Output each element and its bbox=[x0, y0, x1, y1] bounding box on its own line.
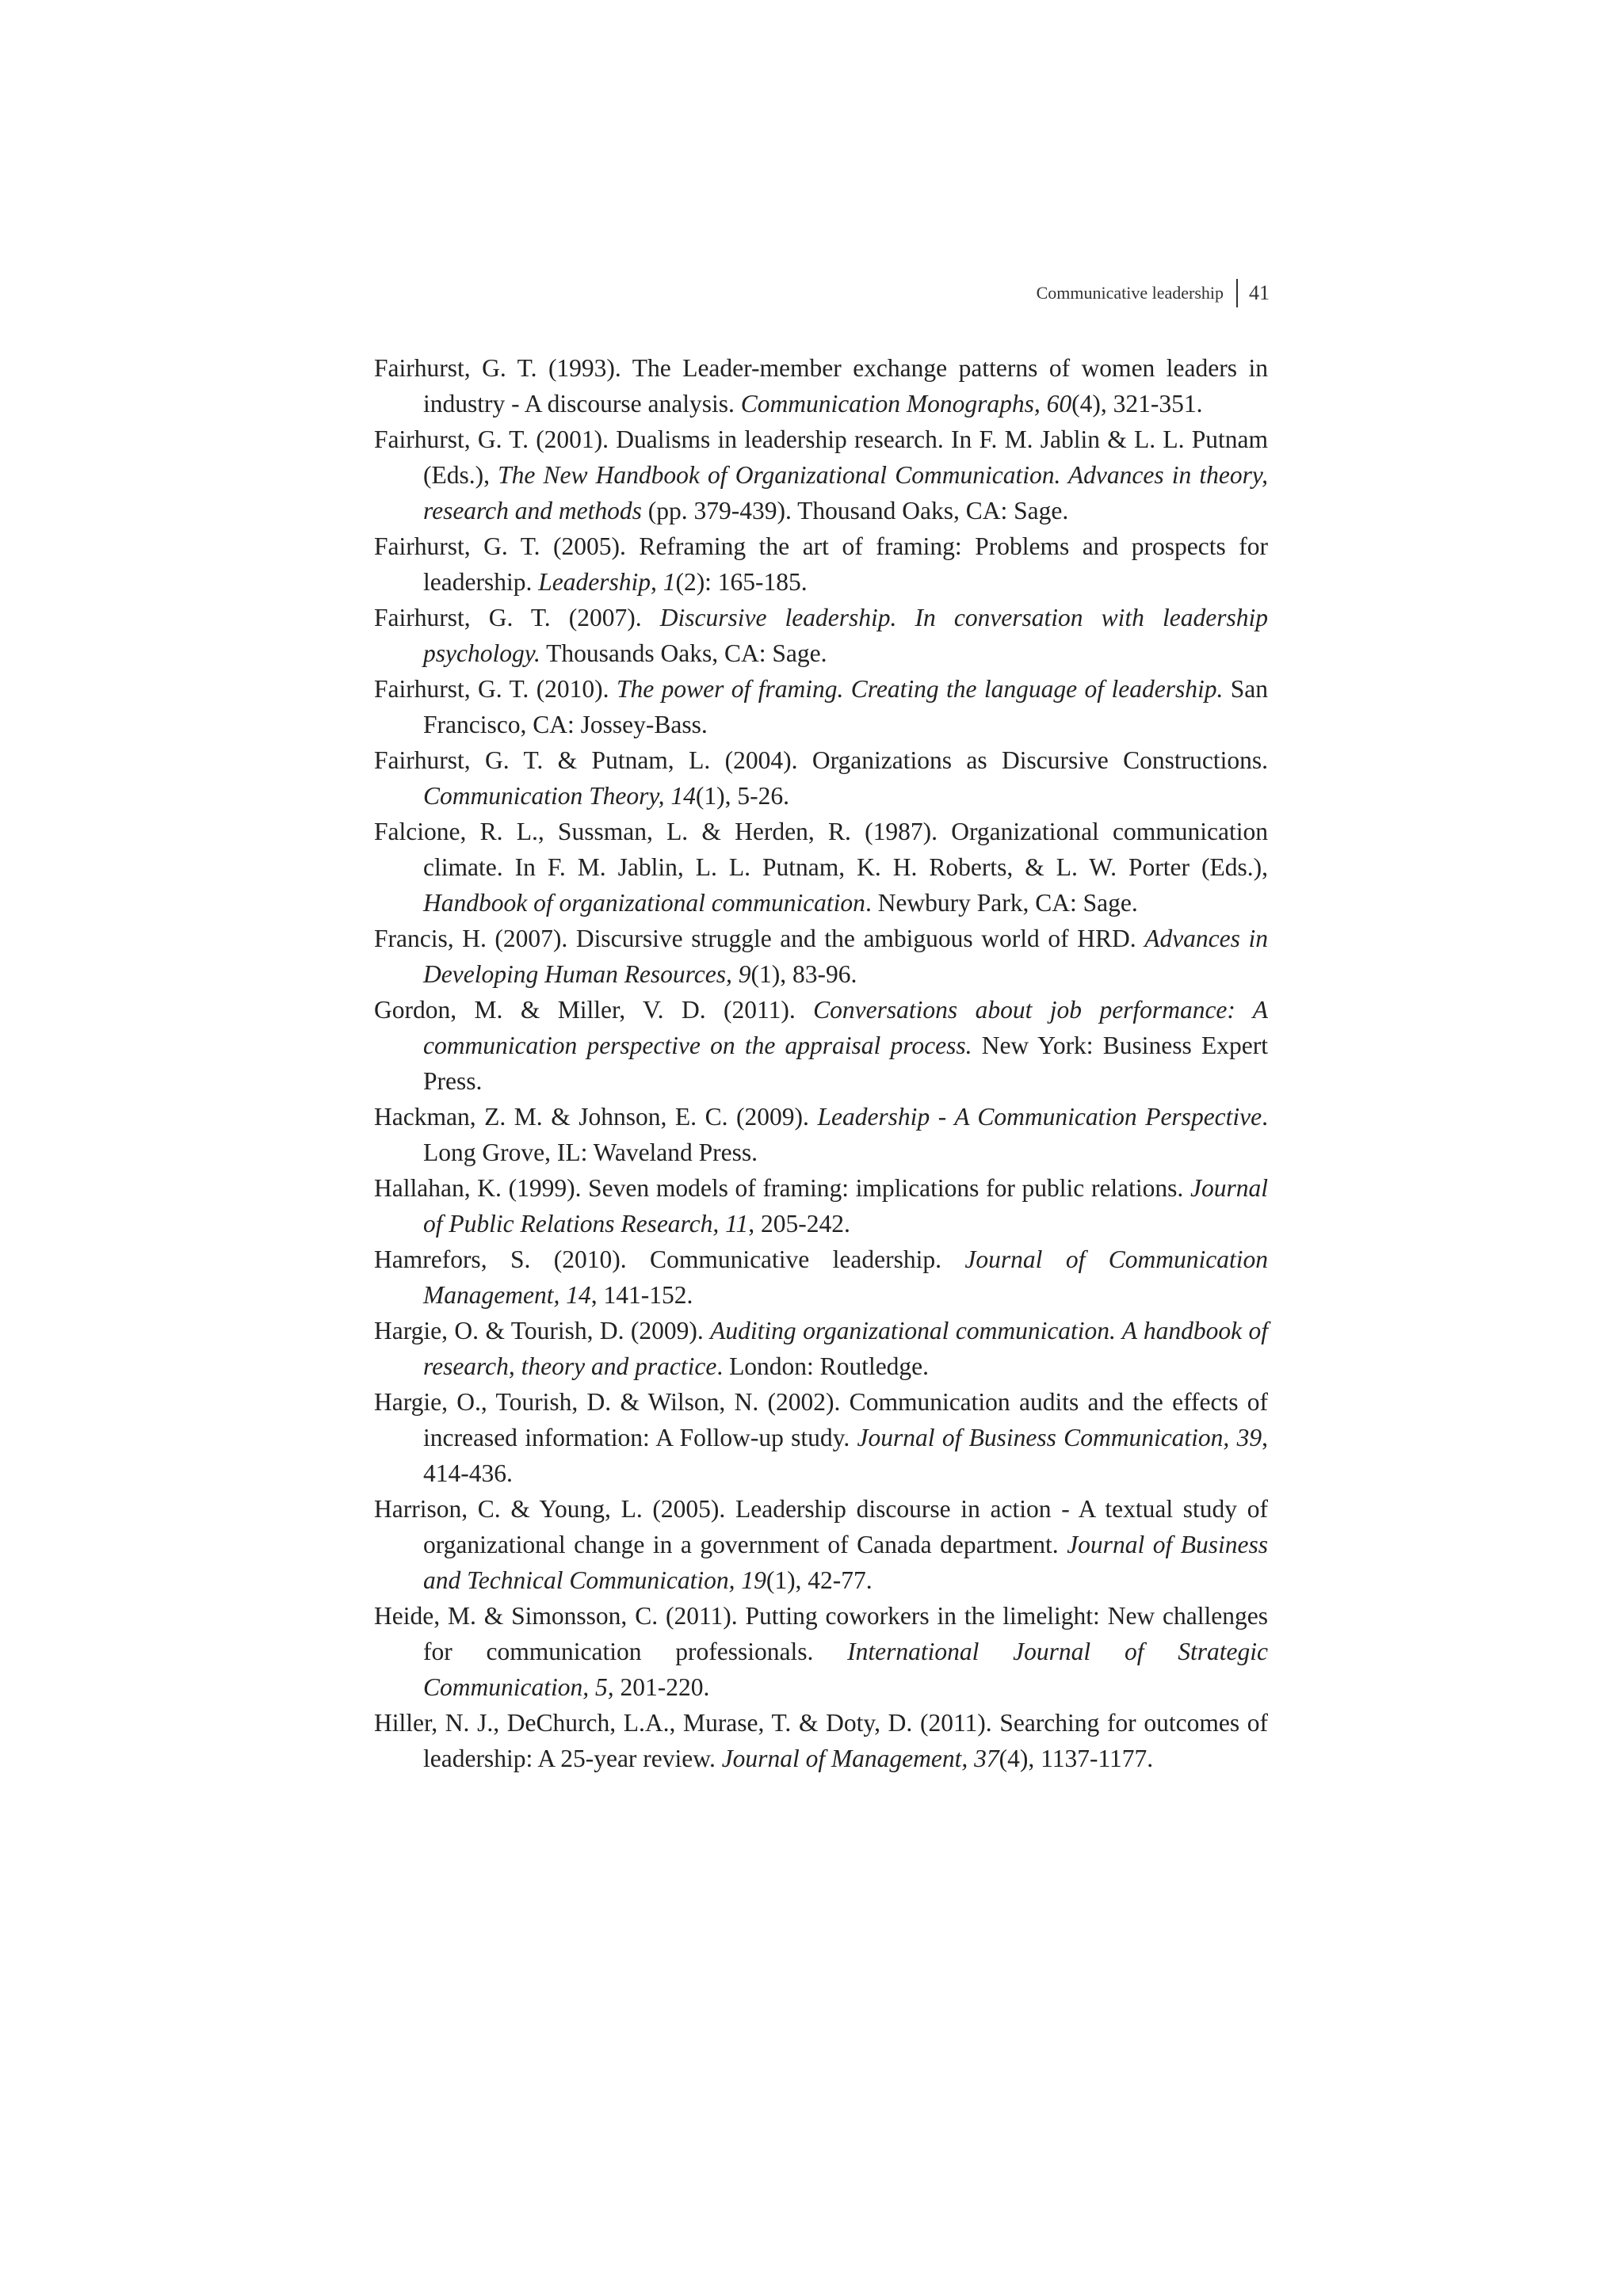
reference-text: (4), 321-351. bbox=[1071, 390, 1203, 418]
reference-text: Fairhurst, G. T. & Putnam, L. (2004). Organizations as Discursive Constructions. bbox=[374, 746, 1268, 774]
reference-text: (4), 1137-1177. bbox=[999, 1745, 1154, 1772]
reference-source-title: Communication Theory, 14 bbox=[423, 782, 696, 810]
reference-source-title: International Journal of Strategic Communication, 5, bbox=[423, 1638, 1268, 1701]
reference-text: Hiller, N. J., DeChurch, L.A., Murase, T. & Doty, D. (2011). Searching for outcomes of leadership: A 25-year review. bbox=[374, 1709, 1268, 1772]
reference-source-title: The power of framing. Creating the language of leadership. bbox=[616, 675, 1224, 703]
reference-entry bbox=[374, 1384, 1268, 1491]
reference-text: Hargie, O. & Tourish, D. (2009). bbox=[374, 1317, 711, 1344]
reference-entry bbox=[374, 1705, 1268, 1776]
reference-source-title: Communication Monographs, 60 bbox=[740, 390, 1072, 418]
reference-source-title: Handbook of organizational communication bbox=[423, 889, 865, 917]
reference-source-title: Journal of Management, 37 bbox=[721, 1745, 999, 1772]
reference-text: Fairhurst, G. T. (2001). Dualisms in leadership research. In F. M. Jablin & L. L. Putnam (Eds.), bbox=[374, 425, 1268, 489]
running-title: Communicative leadership bbox=[1036, 283, 1224, 303]
reference-text: Hallahan, K. (1999). Seven models of framing: implications for public relations. bbox=[374, 1174, 1190, 1202]
reference-entry bbox=[374, 1491, 1268, 1598]
reference-source-title: Leadership, 1 bbox=[538, 568, 676, 596]
reference-entry bbox=[374, 1313, 1268, 1384]
reference-text: (1), 83-96. bbox=[750, 960, 857, 988]
reference-text: Fairhurst, G. T. (2010). bbox=[374, 675, 617, 703]
header-divider bbox=[1236, 279, 1238, 307]
reference-source-title: Journal of Business Communication, 39 bbox=[857, 1424, 1262, 1451]
reference-entry bbox=[374, 1099, 1268, 1170]
reference-text: Heide, M. & Simonsson, C. (2011). Putting coworkers in the limelight: New challenges for communication professionals. bbox=[374, 1602, 1268, 1665]
reference-text: (1), 42-77. bbox=[766, 1566, 873, 1594]
reference-source-title: Discursive leadership. In conversation with leadership psychology. bbox=[423, 604, 1269, 667]
reference-text: Fairhurst, G. T. (1993). The Leader-member exchange patterns of women leaders in industry - A discourse analysis. bbox=[374, 354, 1268, 418]
reference-text: Gordon, M. & Miller, V. D. (2011). bbox=[374, 996, 814, 1024]
page-number: 41 bbox=[1249, 281, 1270, 304]
reference-entry bbox=[374, 742, 1268, 814]
reference-entry bbox=[374, 528, 1268, 600]
reference-text: . Long Grove, IL: Waveland Press. bbox=[423, 1103, 1268, 1166]
reference-entry bbox=[374, 600, 1268, 671]
reference-text: . London: Routledge. bbox=[716, 1352, 930, 1380]
reference-text: New York: Business Expert Press. bbox=[423, 1032, 1268, 1095]
reference-text: Francis, H. (2007). Discursive struggle and the ambiguous world of HRD. bbox=[374, 925, 1145, 952]
reference-text: Fairhurst, G. T. (2007). bbox=[374, 604, 660, 631]
reference-text: Falcione, R. L., Sussman, L. & Herden, R. (1987). Organizational communication climate. In F. M. Jablin, L. L. Putnam, K. H. Roberts, & L. W. Porter (Eds.), bbox=[374, 818, 1268, 881]
reference-text: , 205-242. bbox=[748, 1210, 850, 1238]
reference-text: (2): 165-185. bbox=[675, 568, 808, 596]
reference-source-title: The New Handbook of Organizational Communication. Advances in theory, research and methods bbox=[423, 461, 1268, 524]
reference-entry bbox=[374, 992, 1268, 1099]
reference-text: Hargie, O., Tourish, D. & Wilson, N. (2002). Communication audits and the effects of increased information: A Follow-up study. bbox=[374, 1388, 1268, 1451]
reference-source-title: Conversations about job performance: A communication perspective on the appraisal process. bbox=[423, 996, 1268, 1059]
reference-entry bbox=[374, 814, 1268, 921]
reference-entry bbox=[374, 921, 1268, 992]
reference-entry bbox=[374, 671, 1268, 742]
reference-text: Fairhurst, G. T. (2005). Reframing the art of framing: Problems and prospects for leadership. bbox=[374, 532, 1268, 596]
reference-text: San Francisco, CA: Jossey-Bass. bbox=[423, 675, 1269, 738]
reference-source-title: Auditing organizational communication. A handbook of research, theory and practice bbox=[423, 1317, 1268, 1380]
reference-source-title: Leadership - A Communication Perspective bbox=[817, 1103, 1262, 1131]
reference-entry bbox=[374, 1241, 1268, 1313]
reference-text: . Newbury Park, CA: Sage. bbox=[865, 889, 1138, 917]
reference-text: Harrison, C. & Young, L. (2005). Leadership discourse in action - A textual study of organizational change in a government of Canada department. bbox=[374, 1495, 1268, 1558]
reference-list bbox=[374, 350, 1268, 1776]
reference-entry bbox=[374, 1598, 1268, 1705]
reference-source-title: Journal of Business and Technical Communication, 19 bbox=[423, 1531, 1268, 1594]
reference-entry bbox=[374, 1170, 1268, 1241]
reference-source-title: Advances in Developing Human Resources, 9 bbox=[423, 925, 1268, 988]
reference-source-title: Journal of Public Relations Research, 11 bbox=[423, 1174, 1268, 1238]
reference-entry bbox=[374, 350, 1268, 421]
reference-text: (pp. 379-439). Thousand Oaks, CA: Sage. bbox=[641, 497, 1069, 524]
reference-text: Hamrefors, S. (2010). Communicative leadership. bbox=[374, 1245, 965, 1273]
reference-text: Thousands Oaks, CA: Sage. bbox=[540, 639, 827, 667]
reference-text: , 414-436. bbox=[423, 1424, 1268, 1487]
running-header bbox=[0, 279, 1270, 307]
reference-text: Hackman, Z. M. & Johnson, E. C. (2009). bbox=[374, 1103, 818, 1131]
reference-entry bbox=[374, 421, 1268, 528]
reference-text: (1), 5-26. bbox=[695, 782, 789, 810]
reference-text: , 141-152. bbox=[590, 1281, 693, 1309]
reference-text: 201-220. bbox=[613, 1673, 710, 1701]
reference-source-title: Journal of Communication Management, 14 bbox=[423, 1245, 1268, 1309]
